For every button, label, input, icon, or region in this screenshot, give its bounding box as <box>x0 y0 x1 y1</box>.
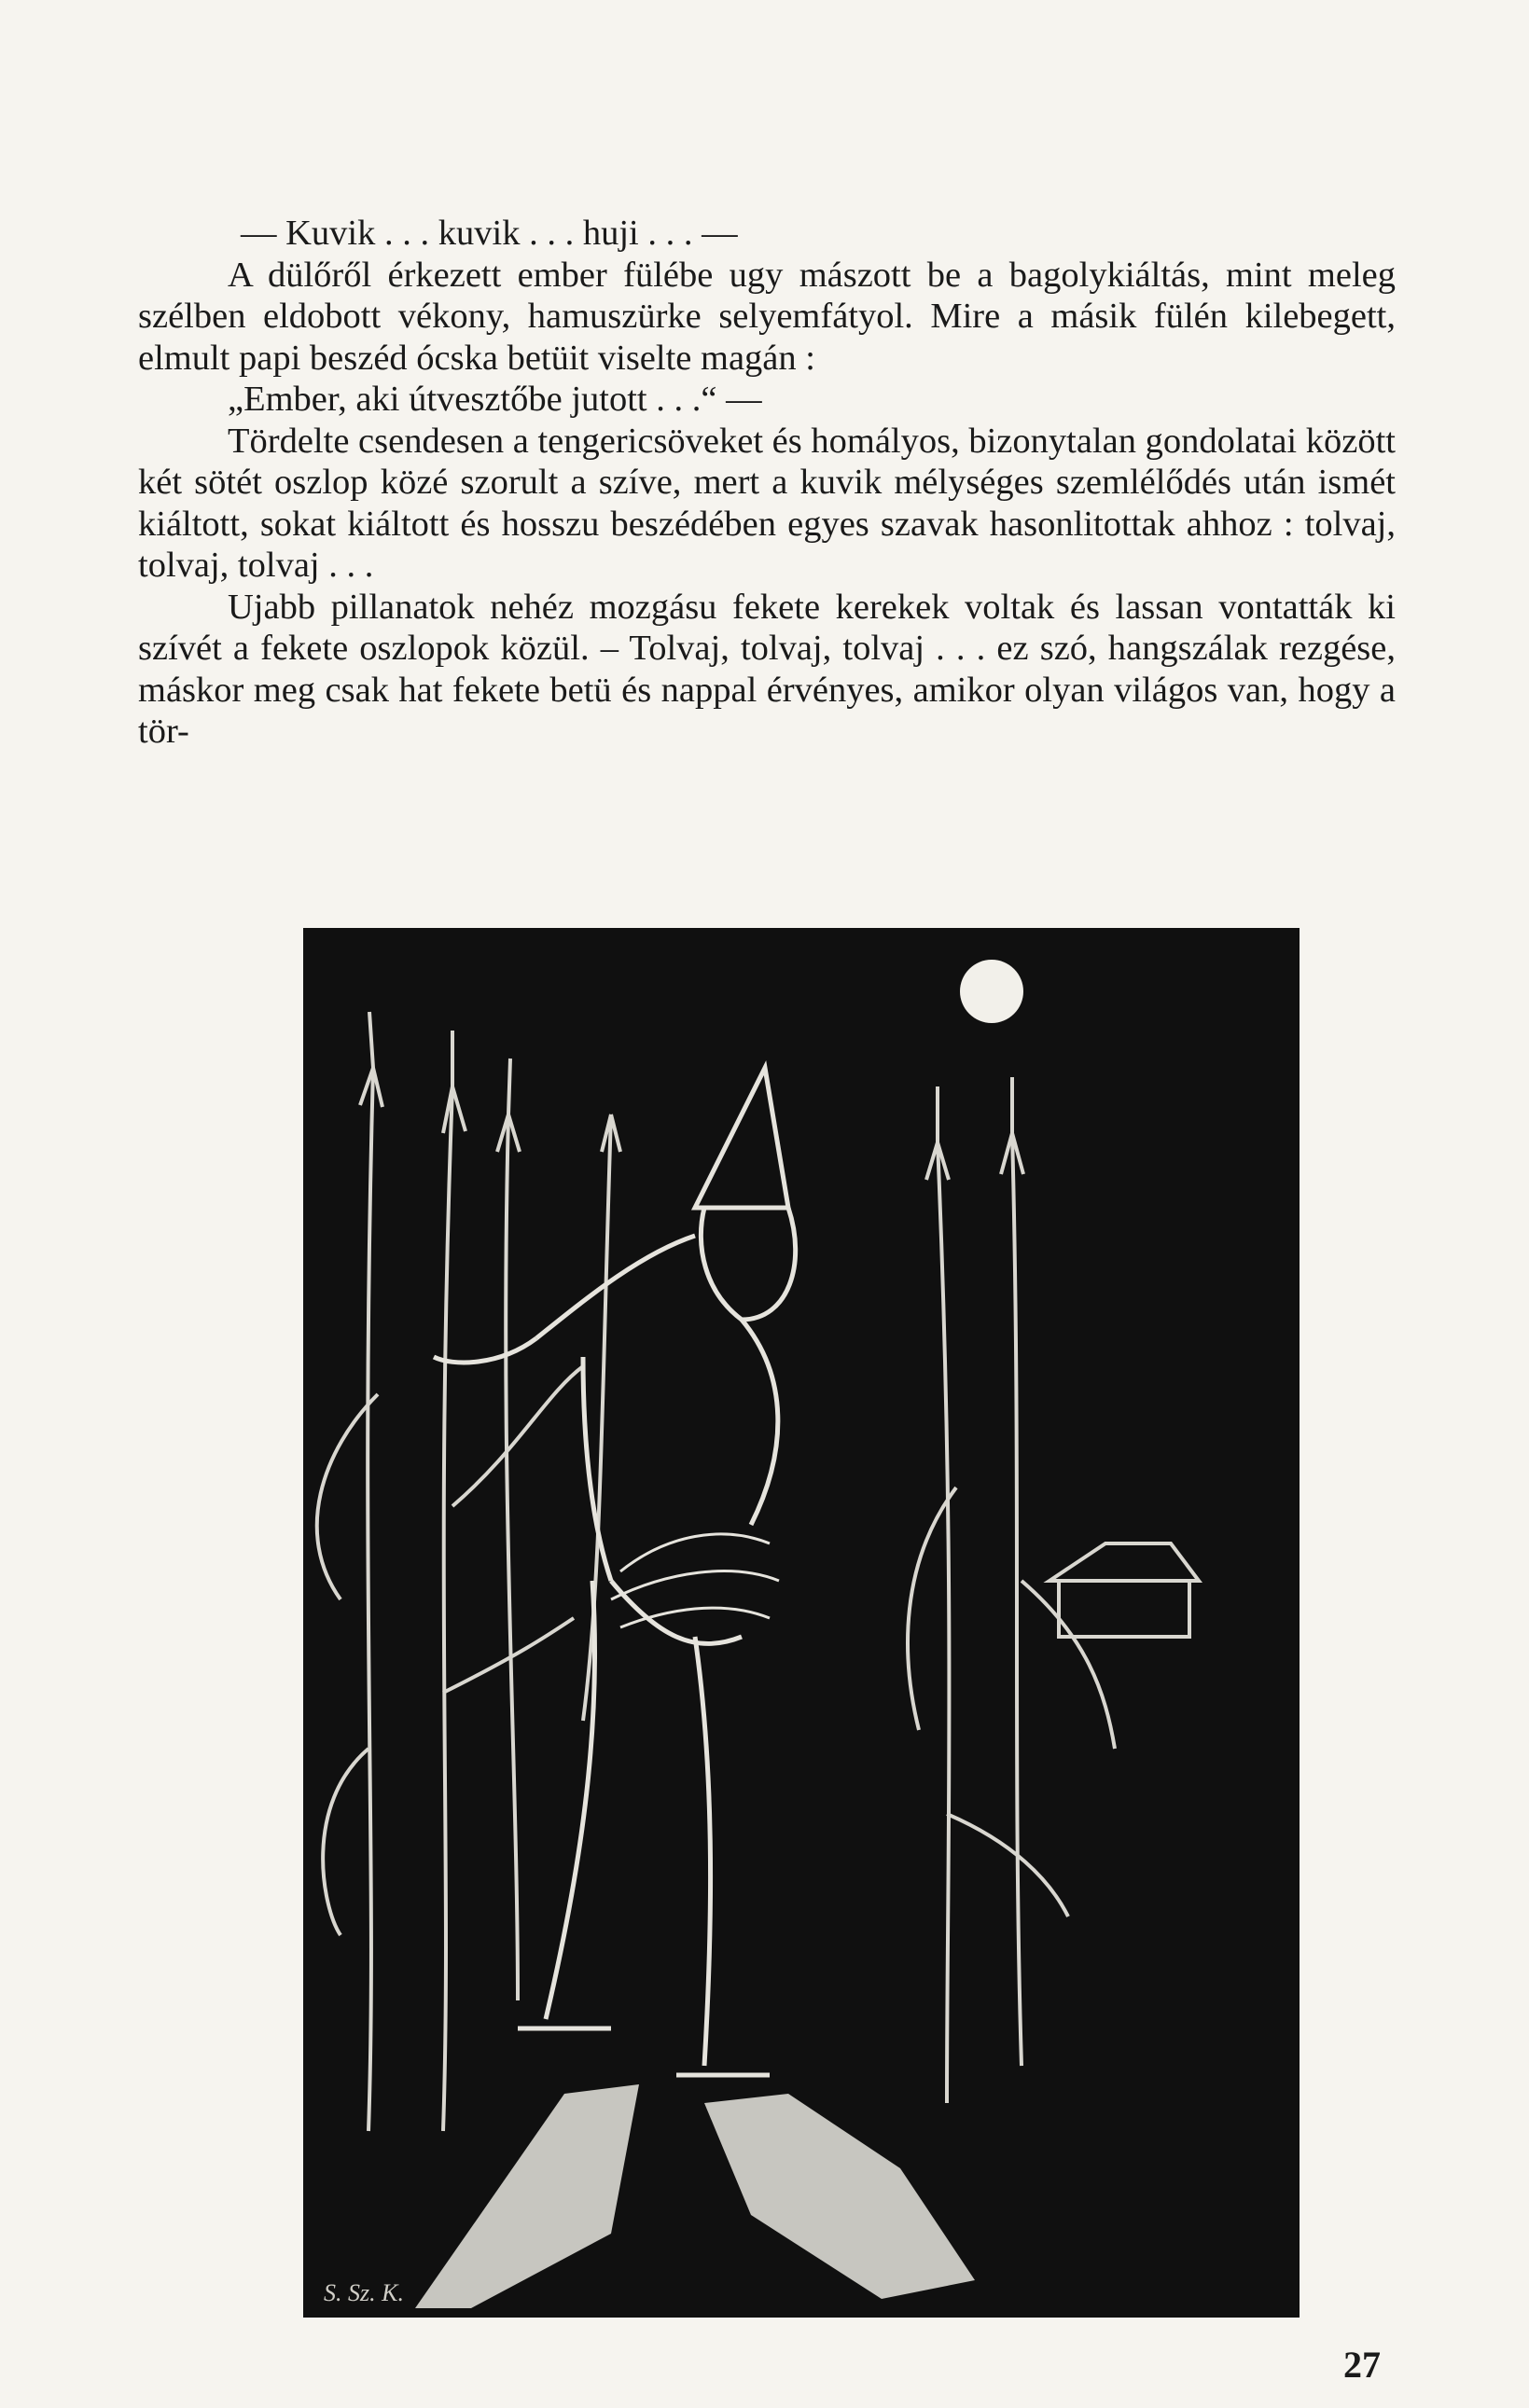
paragraph-4: Tördelte csendesen a tengericsöveket és homályos, bizonytalan gondolatai között két sötét oszlop közé szorult a szíve, mert a kuvik mélységes szemlélődés után ismét kiáltott, sokat kiáltott és hosszu beszédében egyes szavak hasonlitottak ahhoz : tolvaj, tolvaj, tolvaj . . . <box>138 421 1396 585</box>
moon <box>960 960 1023 1023</box>
paragraph-1: — Kuvik . . . kuvik . . . huji . . . — <box>241 214 738 253</box>
paragraph-2: A dülőről érkezett ember fülébe ugy mászott be a bagolykiáltás, mint meleg szélben eldobott vékony, hamuszürke selyemfátyol. Mire a másik fülén kilebegett, elmult papi beszéd ócska betüit viselte magán : <box>138 255 1396 378</box>
woodcut-illustration <box>303 928 1300 2318</box>
paragraph-3: „Ember, aki útvesztőbe jutott . . .“ — <box>228 380 762 419</box>
body-text <box>138 213 1396 753</box>
page-number: 27 <box>1343 2344 1381 2386</box>
paragraph-5: Ujabb pillanatok nehéz mozgásu fekete kerekek voltak és lassan vontatták ki szívét a fekete oszlopok közül. – Tolvaj, tolvaj, tolvaj . . . ez szó, hangszálak rezgése, máskor meg csak hat fekete betü és nappal érvényes, amikor olyan világos van, hogy a tör- <box>138 587 1396 751</box>
artist-signature: S. Sz. K. <box>324 2279 404 2306</box>
woodcut-image <box>303 928 1300 2318</box>
